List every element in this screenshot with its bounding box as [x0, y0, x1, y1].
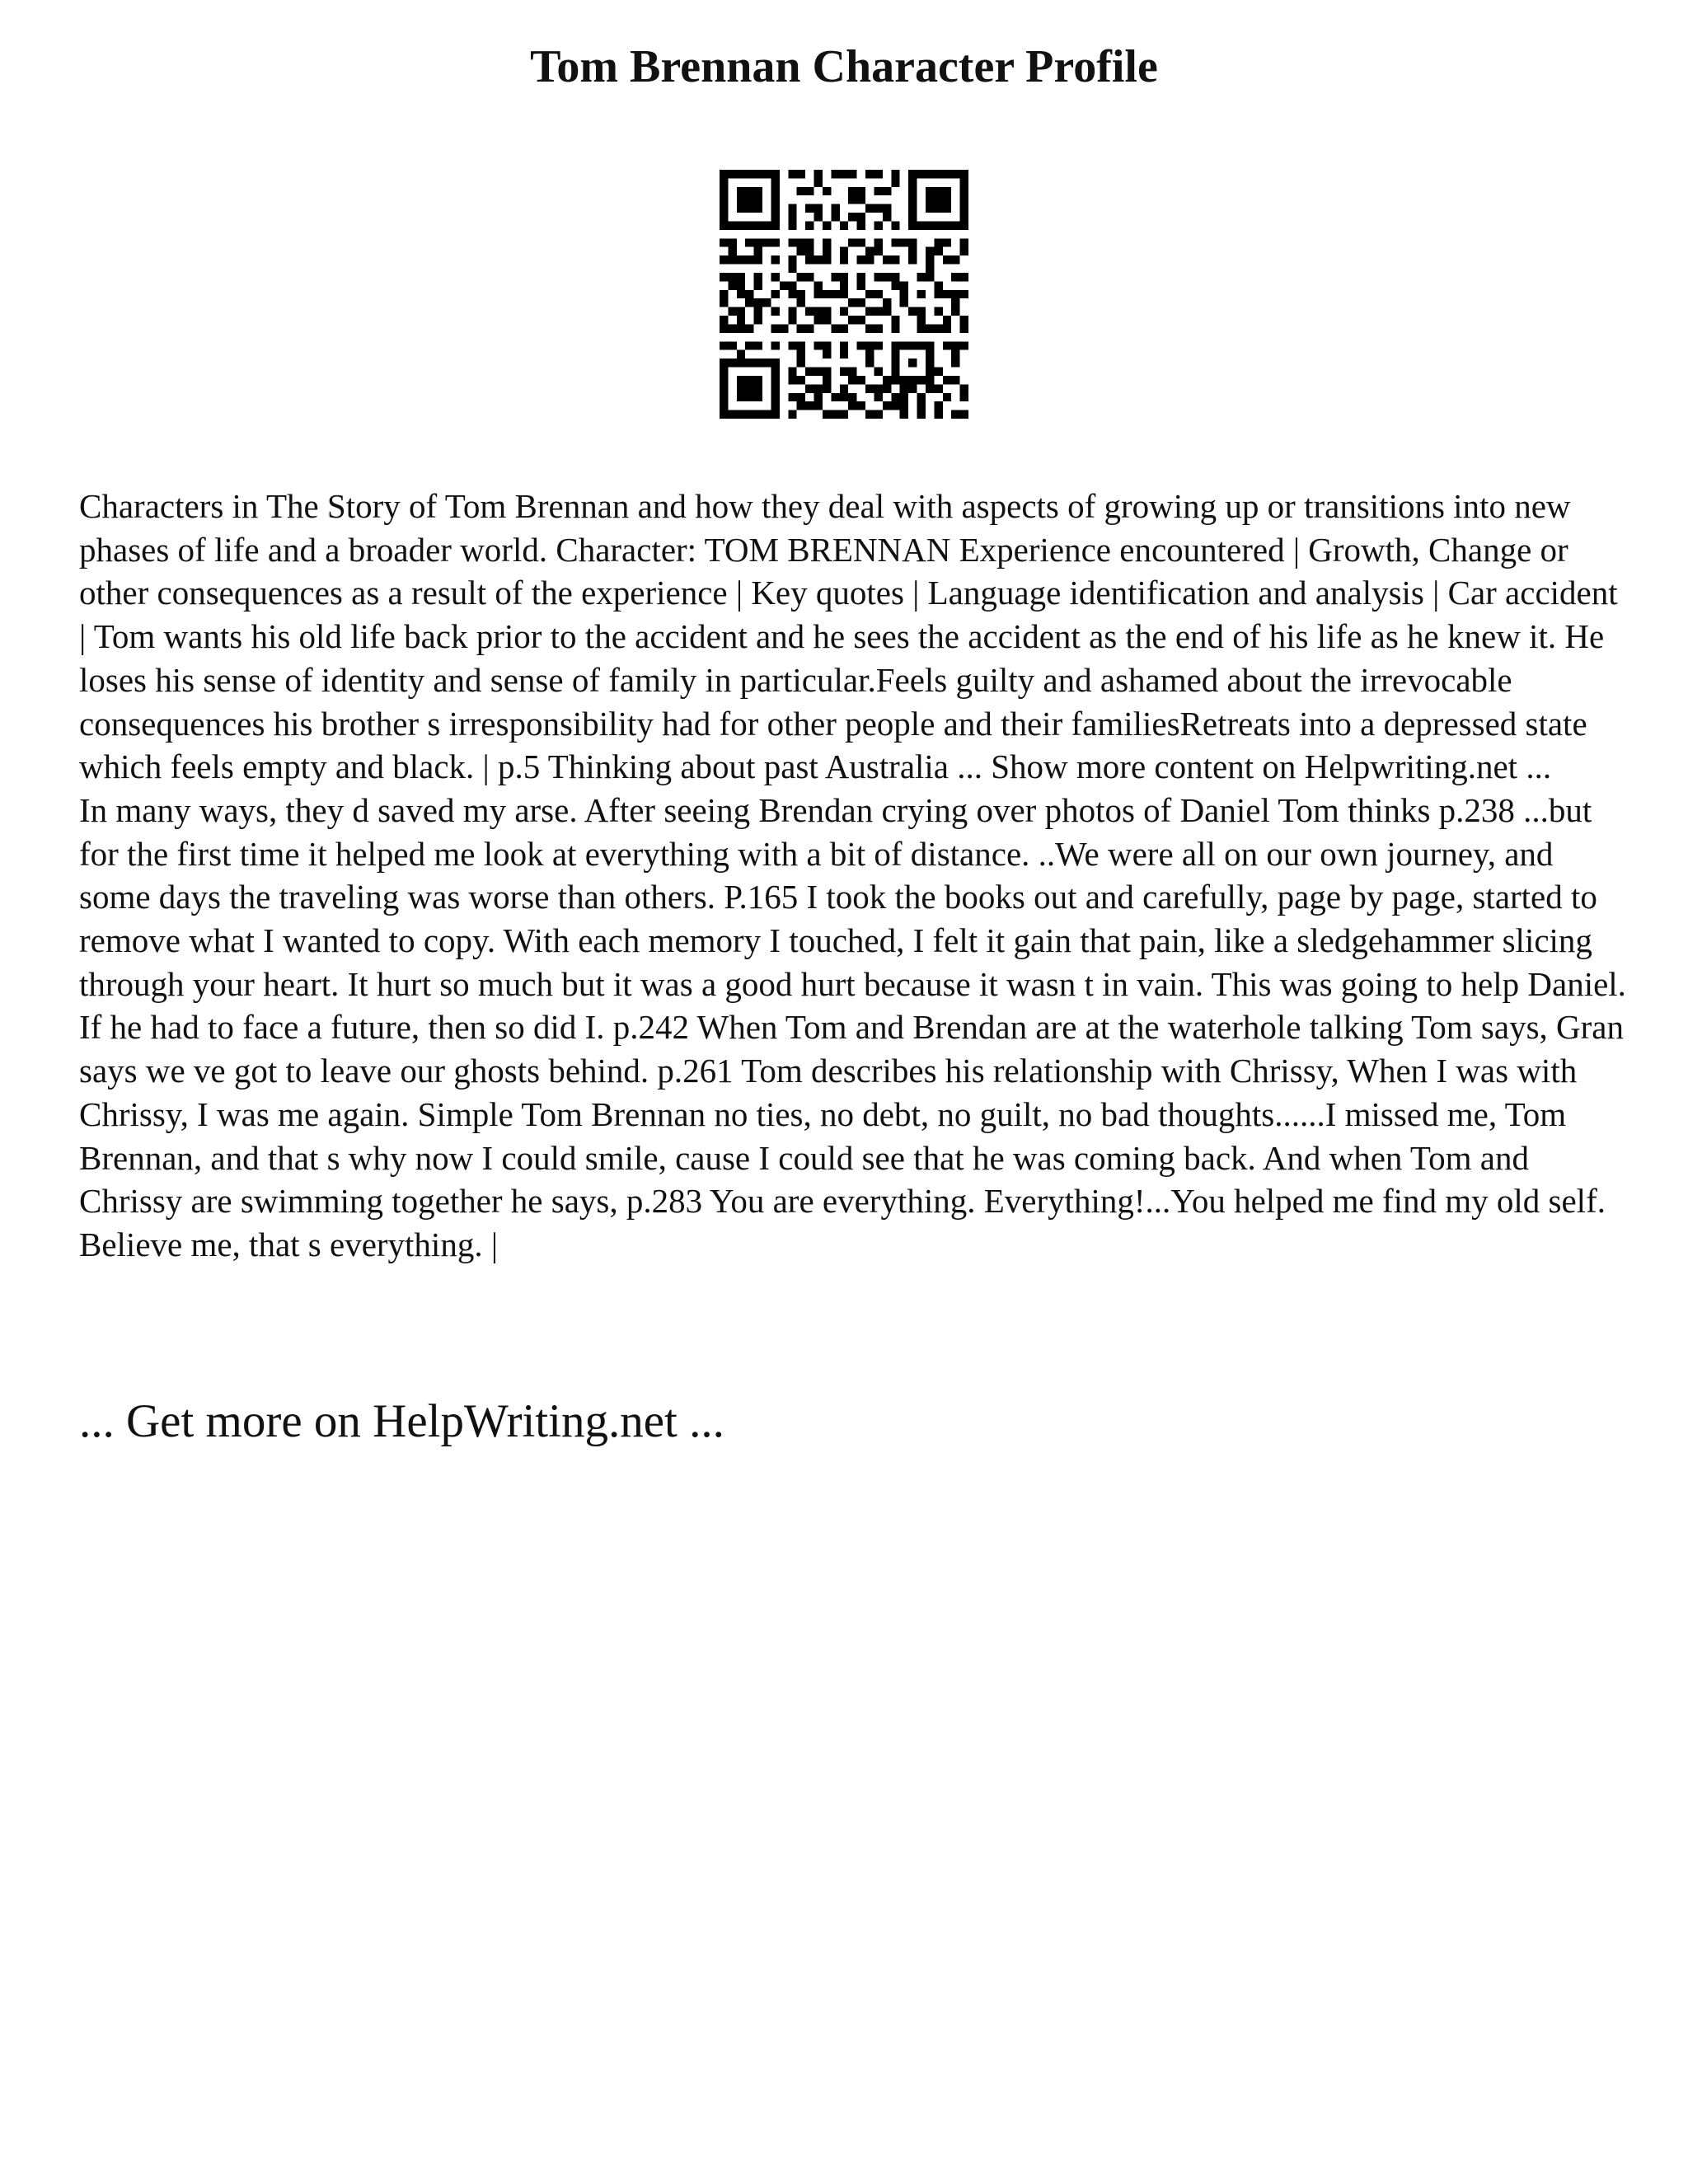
page-title: Tom Brennan Character Profile: [530, 41, 1158, 92]
paragraph-intro: Characters in The Story of Tom Brennan and how they deal with aspects of growing up or transitions into new phases of life and a broader world. Character: TOM BRENNAN Experience encountered | Growth, Change or other consequences as a result of the experience | Key quotes | Language identification and analysis | Car accident | Tom wants his old life back prior to the accident and he sees the accident as the end of his life as he knew it. He loses his sense of identity and sense of family in particular.Feels guilty and ashamed about the irrevocable consequences his brother s irresponsibility had for other people and their familiesRetreats into a depressed state which feels empty and black. | p.5 Thinking about past Australia ... Show more content on Helpwriting.net ...: [79, 487, 1618, 786]
qr-code-icon: [720, 170, 968, 419]
get-more-link[interactable]: ... Get more on HelpWriting.net ...: [79, 1395, 724, 1447]
article-body: [79, 485, 1629, 1267]
paragraph-quotes: In many ways, they d saved my arse. After seeing Brendan crying over photos of Daniel Tom thinks p.238 ...but for the first time it helped me look at everything with a bit of distance. ..We were all on our own journey, and some days the traveling was worse than others. P.165 I took the books out and carefully, page by page, started to remove what I wanted to copy. With each memory I touched, I felt it gain that pain, like a sledgehammer slicing through your heart. It hurt so much but it was a good hurt because it wasn t in vain. This was going to help Daniel. If he had to face a future, then so did I. p.242 When Tom and Brendan are at the waterhole talking Tom says, Gran says we ve got to leave our ghosts behind. p.261 Tom describes his relationship with Chrissy, When I was with Chrissy, I was me again. Simple Tom Brennan no ties, no debt, no guilt, no bad thoughts......I missed me, Tom Brennan, and that s why now I could smile, cause I could see that he was coming back. And when Tom and Chrissy are swimming together he says, p.283 You are everything. Everything!...You helped me find my old self. Believe me, that s everything. |: [79, 790, 1626, 1263]
